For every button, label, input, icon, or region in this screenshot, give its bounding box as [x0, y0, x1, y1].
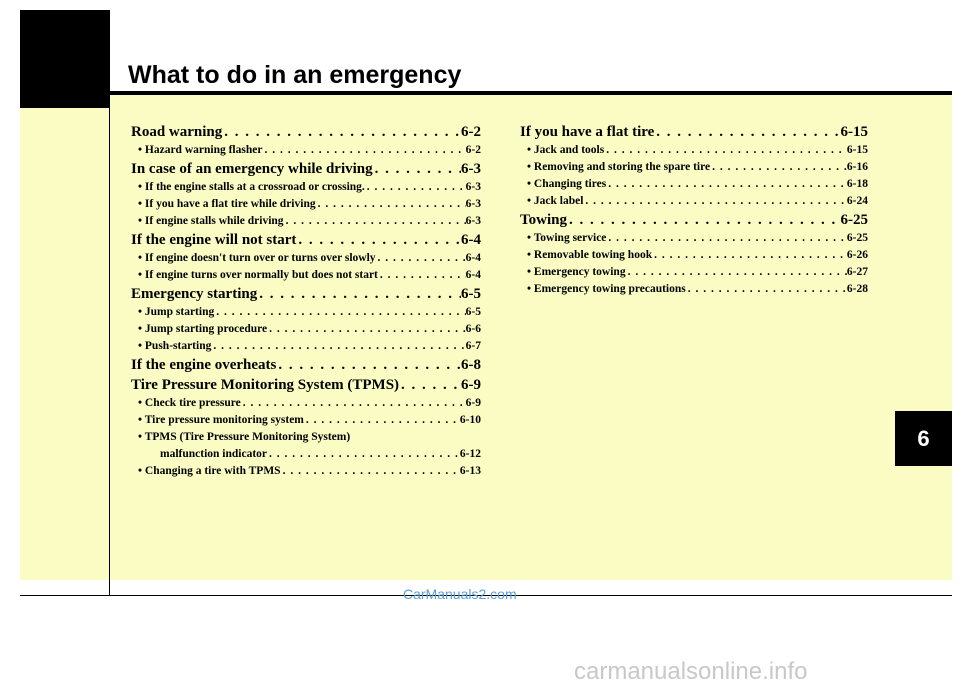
- toc-entry-page: 6-25: [846, 232, 868, 244]
- toc-leader: [267, 446, 460, 463]
- toc-entry-title: If the engine will not start: [131, 232, 297, 248]
- toc-leader: [267, 321, 466, 338]
- toc-entry-page: 6-18: [846, 178, 868, 190]
- toc-right-column: [520, 122, 868, 298]
- toc-entry-page: 6-15: [840, 124, 868, 140]
- toc-entry-jump-procedure[interactable]: [131, 321, 481, 338]
- toc-entry-page: 6-24: [846, 195, 868, 207]
- toc-leader: [604, 142, 847, 159]
- toc-entry-page: 6-3: [465, 215, 481, 227]
- toc-entry-title: malfunction indicator: [160, 448, 268, 460]
- toc-entry-page: 6-10: [459, 414, 481, 426]
- toc-entry-tpms-malfunction-continued[interactable]: [131, 446, 481, 463]
- toc-leader: [373, 159, 461, 179]
- left-margin-rule: [109, 10, 110, 596]
- toc-entry-page: 6-3: [465, 198, 481, 210]
- toc-entry-title: • Emergency towing precautions: [527, 283, 686, 295]
- watermark-carmanuals2: CarManuals2.com: [403, 586, 517, 602]
- toc-leader: [262, 142, 465, 159]
- toc-leader: [257, 284, 461, 304]
- toc-leader: [241, 395, 466, 412]
- toc-entry-jack-label[interactable]: [520, 193, 868, 210]
- toc-leader: [276, 355, 461, 375]
- watermark-carmanualsonline: carmanualsonline.info: [574, 658, 808, 685]
- toc-entry-page: 6-9: [461, 377, 481, 393]
- toc-entry-title: Towing: [520, 212, 567, 228]
- toc-entry-engine-overheats[interactable]: [131, 355, 481, 375]
- toc-entry-page: 6-13: [459, 465, 481, 477]
- toc-entry-title: • If the engine stalls at a crossroad or crossing.: [138, 181, 365, 193]
- toc-entry-page: 6-4: [465, 252, 481, 264]
- toc-leader: [222, 122, 461, 142]
- toc-entry-page: 6-2: [465, 144, 481, 156]
- toc-leader: [686, 281, 847, 298]
- toc-entry-title: • If you have a flat tire while driving: [138, 198, 316, 210]
- toc-entry-title: • Towing service: [527, 232, 607, 244]
- toc-entry-jack-tools[interactable]: [520, 142, 868, 159]
- toc-entry-page: 6-4: [461, 232, 481, 248]
- toc-entry-title: In case of an emergency while driving: [131, 161, 373, 177]
- toc-entry-title: If you have a flat tire: [520, 124, 655, 140]
- toc-leader: [583, 193, 846, 210]
- toc-leader: [652, 247, 847, 264]
- toc-entry-doesnt-turn-over[interactable]: [131, 250, 481, 267]
- toc-entry-page: 6-8: [461, 357, 481, 373]
- toc-entry-emergency-towing[interactable]: [520, 264, 868, 281]
- toc-entry-page: 6-25: [840, 212, 868, 228]
- toc-entry-changing-tires[interactable]: [520, 176, 868, 193]
- toc-entry-title: Tire Pressure Monitoring System (TPMS): [131, 377, 400, 393]
- toc-entry-page: 6-26: [846, 249, 868, 261]
- toc-leader: [214, 304, 465, 321]
- toc-entry-title: • Tire pressure monitoring system: [138, 414, 304, 426]
- toc-leader: [376, 250, 466, 267]
- toc-entry-title: • Jump starting: [138, 306, 215, 318]
- toc-leader: [296, 230, 461, 250]
- toc-entry-page: 6-5: [461, 286, 481, 302]
- toc-entry-title: • If engine stalls while driving: [138, 215, 284, 227]
- toc-leader: [606, 176, 847, 193]
- toc-entry-title: Emergency starting: [131, 286, 258, 302]
- toc-entry-title: • Check tire pressure: [138, 397, 241, 409]
- toc-leader: [284, 213, 466, 230]
- toc-leader: [399, 375, 461, 395]
- corner-block: [20, 10, 109, 108]
- toc-entry-jump-starting[interactable]: [131, 304, 481, 321]
- toc-leader: [281, 463, 460, 480]
- toc-entry-page: 6-2: [461, 124, 481, 140]
- toc-entry-title: • Jack and tools: [527, 144, 605, 156]
- toc-entry-road-warning[interactable]: [131, 122, 481, 142]
- toc-leader: [378, 267, 466, 284]
- toc-entry-title: • Changing tires: [527, 178, 607, 190]
- toc-entry-engine-wont-start[interactable]: [131, 230, 481, 250]
- toc-left-column: [131, 122, 481, 480]
- toc-entry-title: • Hazard warning flasher: [138, 144, 263, 156]
- toc-entry-page: 6-3: [465, 181, 481, 193]
- toc-entry-title: • Emergency towing: [527, 266, 626, 278]
- toc-entry-title: Road warning: [131, 124, 223, 140]
- toc-entry-page: 6-7: [465, 340, 481, 352]
- toc-leader: [606, 230, 846, 247]
- toc-entry-page: 6-15: [846, 144, 868, 156]
- toc-entry-title: • Removing and storing the spare tire: [527, 161, 711, 173]
- toc-entry-title: • If engine turns over normally but does not start: [138, 269, 378, 281]
- toc-entry-towing-precautions[interactable]: [520, 281, 868, 298]
- toc-leader: [211, 338, 465, 355]
- toc-leader: [316, 196, 466, 213]
- toc-leader: [654, 122, 840, 142]
- toc-entry-stalls-driving[interactable]: [131, 213, 481, 230]
- toc-entry-page: 6-3: [461, 161, 481, 177]
- toc-entry-page: 6-16: [846, 161, 868, 173]
- toc-entry-title: • Removable towing hook: [527, 249, 653, 261]
- chapter-tab[interactable]: [895, 411, 952, 466]
- toc-entry-title: • Jump starting procedure: [138, 323, 268, 335]
- toc-entry-push-starting[interactable]: [131, 338, 481, 355]
- toc-entry-page: 6-12: [459, 448, 481, 460]
- toc-entry-title: • Push-starting: [138, 340, 212, 352]
- toc-entry-page: 6-6: [465, 323, 481, 335]
- toc-leader: [710, 159, 847, 176]
- page-title: What to do in an emergency: [128, 61, 462, 89]
- toc-entry-towing[interactable]: [520, 210, 868, 230]
- toc-entry-page: 6-27: [846, 266, 868, 278]
- toc-entry-title: If the engine overheats: [131, 357, 277, 373]
- toc-leader: [567, 210, 841, 230]
- toc-leader: [365, 179, 466, 196]
- toc-entry-page: 6-5: [465, 306, 481, 318]
- toc-entry-flat-while-driving[interactable]: [131, 196, 481, 213]
- toc-entry-towing-service[interactable]: [520, 230, 868, 247]
- toc-entry-check-pressure[interactable]: [131, 395, 481, 412]
- toc-entry-tpms-malfunction[interactable]: • TPMS (Tire Pressure Monitoring System): [138, 431, 351, 443]
- toc-entry-page: 6-9: [465, 397, 481, 409]
- toc-entry-turns-not-start[interactable]: [131, 267, 481, 284]
- title-underline: [110, 91, 952, 95]
- toc-entry-changing-with-tpms[interactable]: [131, 463, 481, 480]
- toc-entry-title: • If engine doesn't turn over or turns over slowly: [138, 252, 376, 264]
- toc-leader: [304, 412, 460, 429]
- toc-entry-flat-tire[interactable]: [520, 122, 868, 142]
- toc-entry-tpms[interactable]: [131, 375, 481, 395]
- toc-entry-emergency-driving[interactable]: [131, 159, 481, 179]
- toc-entry-emergency-starting[interactable]: [131, 284, 481, 304]
- chapter-number: 6: [917, 425, 930, 451]
- toc-entry-tpms-system[interactable]: [131, 412, 481, 429]
- toc-leader: [626, 264, 847, 281]
- toc-entry-hazard-flasher[interactable]: [131, 142, 481, 159]
- toc-entry-stalls-crossroad[interactable]: [131, 179, 481, 196]
- toc-entry-tow-hook[interactable]: [520, 247, 868, 264]
- toc-entry-title: • Jack label: [527, 195, 584, 207]
- toc-entry-page: 6-28: [846, 283, 868, 295]
- toc-entry-title: • Changing a tire with TPMS: [138, 465, 281, 477]
- toc-entry-page: 6-4: [465, 269, 481, 281]
- toc-entry-spare-tire[interactable]: [520, 159, 868, 176]
